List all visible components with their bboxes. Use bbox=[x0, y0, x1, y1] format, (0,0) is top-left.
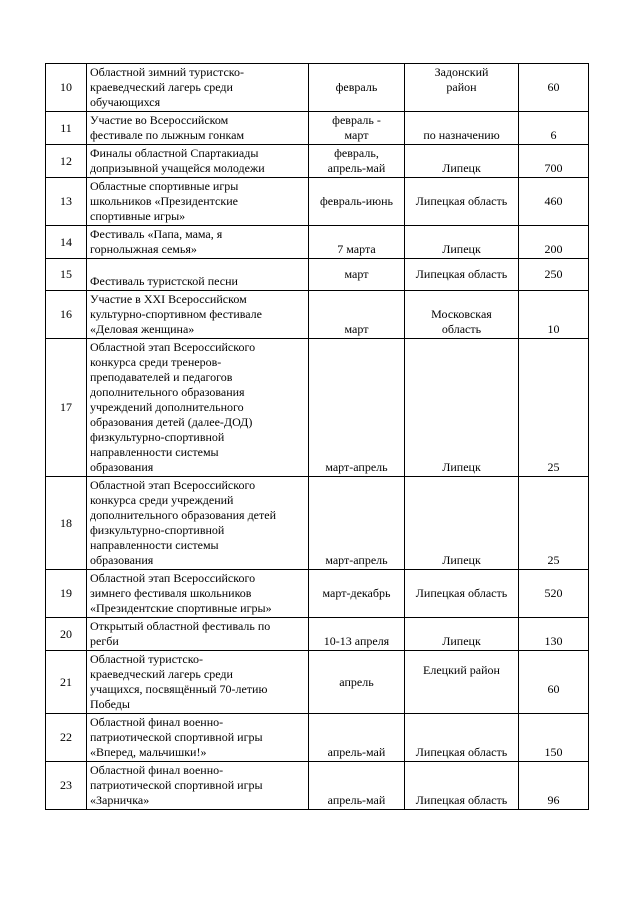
table-row bbox=[46, 714, 589, 762]
event-place: Липецкая область bbox=[405, 178, 519, 226]
event-place: по назначению bbox=[405, 112, 519, 145]
event-date: апрель bbox=[309, 651, 405, 714]
event-place: Липецк bbox=[405, 145, 519, 178]
table-row bbox=[46, 477, 589, 570]
table-row bbox=[46, 259, 589, 291]
event-date: март-декабрь bbox=[309, 570, 405, 618]
event-name: Областной зимний туристско- краеведческий лагерь среди обучающихся bbox=[87, 64, 309, 112]
events-table bbox=[45, 63, 589, 810]
row-number: 21 bbox=[46, 651, 87, 714]
participant-count: 25 bbox=[519, 477, 589, 570]
event-name: Фестиваль «Папа, мама, я горнолыжная семья» bbox=[87, 226, 309, 259]
event-date: февраль - март bbox=[309, 112, 405, 145]
participant-count: 250 bbox=[519, 259, 589, 291]
event-place: Елецкий район bbox=[405, 651, 519, 714]
table-row bbox=[46, 651, 589, 714]
participant-count: 60 bbox=[519, 651, 589, 714]
event-name: Областные спортивные игры школьников «Президентские спортивные игры» bbox=[87, 178, 309, 226]
table-row bbox=[46, 145, 589, 178]
participant-count: 520 bbox=[519, 570, 589, 618]
event-date: 10-13 апреля bbox=[309, 618, 405, 651]
row-number: 10 bbox=[46, 64, 87, 112]
participant-count: 460 bbox=[519, 178, 589, 226]
event-date: февраль-июнь bbox=[309, 178, 405, 226]
event-date: февраль, апрель-май bbox=[309, 145, 405, 178]
participant-count: 700 bbox=[519, 145, 589, 178]
table-row bbox=[46, 112, 589, 145]
event-date: апрель-май bbox=[309, 762, 405, 810]
row-number: 14 bbox=[46, 226, 87, 259]
document-page bbox=[45, 63, 588, 810]
participant-count: 150 bbox=[519, 714, 589, 762]
row-number: 23 bbox=[46, 762, 87, 810]
participant-count: 200 bbox=[519, 226, 589, 259]
event-place: Липецкая область bbox=[405, 714, 519, 762]
row-number: 15 bbox=[46, 259, 87, 291]
row-number: 16 bbox=[46, 291, 87, 339]
participant-count: 130 bbox=[519, 618, 589, 651]
row-number: 11 bbox=[46, 112, 87, 145]
event-name: Областной туристско- краеведческий лагерь среди учащихся, посвящённый 70-летию Победы bbox=[87, 651, 309, 714]
event-name: Областной этап Всероссийского конкурса среди учреждений дополнительного образования детей физкультурно-спортивной направленности системы образования bbox=[87, 477, 309, 570]
table-row bbox=[46, 618, 589, 651]
event-place: Липецкая область bbox=[405, 259, 519, 291]
event-place: Липецк bbox=[405, 339, 519, 477]
event-name: Участие во Всероссийском фестивале по лыжным гонкам bbox=[87, 112, 309, 145]
event-date: 7 марта bbox=[309, 226, 405, 259]
participant-count: 25 bbox=[519, 339, 589, 477]
row-number: 19 bbox=[46, 570, 87, 618]
event-date: апрель-май bbox=[309, 714, 405, 762]
table-row bbox=[46, 762, 589, 810]
event-date: март-апрель bbox=[309, 477, 405, 570]
row-number: 13 bbox=[46, 178, 87, 226]
event-date: март bbox=[309, 291, 405, 339]
participant-count: 10 bbox=[519, 291, 589, 339]
row-number: 18 bbox=[46, 477, 87, 570]
event-place: Липецк bbox=[405, 477, 519, 570]
table-row bbox=[46, 178, 589, 226]
row-number: 17 bbox=[46, 339, 87, 477]
participant-count: 60 bbox=[519, 64, 589, 112]
event-name: Областной этап Всероссийского конкурса среди тренеров- преподавателей и педагогов дополнительного образования учреждений дополнительного образования детей (далее-ДОД) физкультурно-спортивной направленности системы образования bbox=[87, 339, 309, 477]
event-place: Липецкая область bbox=[405, 762, 519, 810]
row-number: 22 bbox=[46, 714, 87, 762]
event-place: Липецк bbox=[405, 226, 519, 259]
table-row bbox=[46, 64, 589, 112]
participant-count: 6 bbox=[519, 112, 589, 145]
event-place: Московская область bbox=[405, 291, 519, 339]
table-row bbox=[46, 570, 589, 618]
event-name: Областной этап Всероссийского зимнего фестиваля школьников «Президентские спортивные игры» bbox=[87, 570, 309, 618]
event-date: март-апрель bbox=[309, 339, 405, 477]
event-date: март bbox=[309, 259, 405, 291]
table-row bbox=[46, 291, 589, 339]
table-row bbox=[46, 339, 589, 477]
table-row bbox=[46, 226, 589, 259]
event-date: февраль bbox=[309, 64, 405, 112]
event-name: Областной финал военно- патриотической спортивной игры «Вперед, мальчишки!» bbox=[87, 714, 309, 762]
event-name: Фестиваль туристской песни bbox=[87, 259, 309, 291]
event-place: Задонский район bbox=[405, 64, 519, 112]
event-name: Открытый областной фестиваль по регби bbox=[87, 618, 309, 651]
row-number: 20 bbox=[46, 618, 87, 651]
event-name: Финалы областной Спартакиады допризывной учащейся молодежи bbox=[87, 145, 309, 178]
event-name: Областной финал военно- патриотической спортивной игры «Зарничка» bbox=[87, 762, 309, 810]
participant-count: 96 bbox=[519, 762, 589, 810]
event-place: Липецкая область bbox=[405, 570, 519, 618]
event-name: Участие в XXI Всероссийском культурно-спортивном фестивале «Деловая женщина» bbox=[87, 291, 309, 339]
row-number: 12 bbox=[46, 145, 87, 178]
event-place: Липецк bbox=[405, 618, 519, 651]
